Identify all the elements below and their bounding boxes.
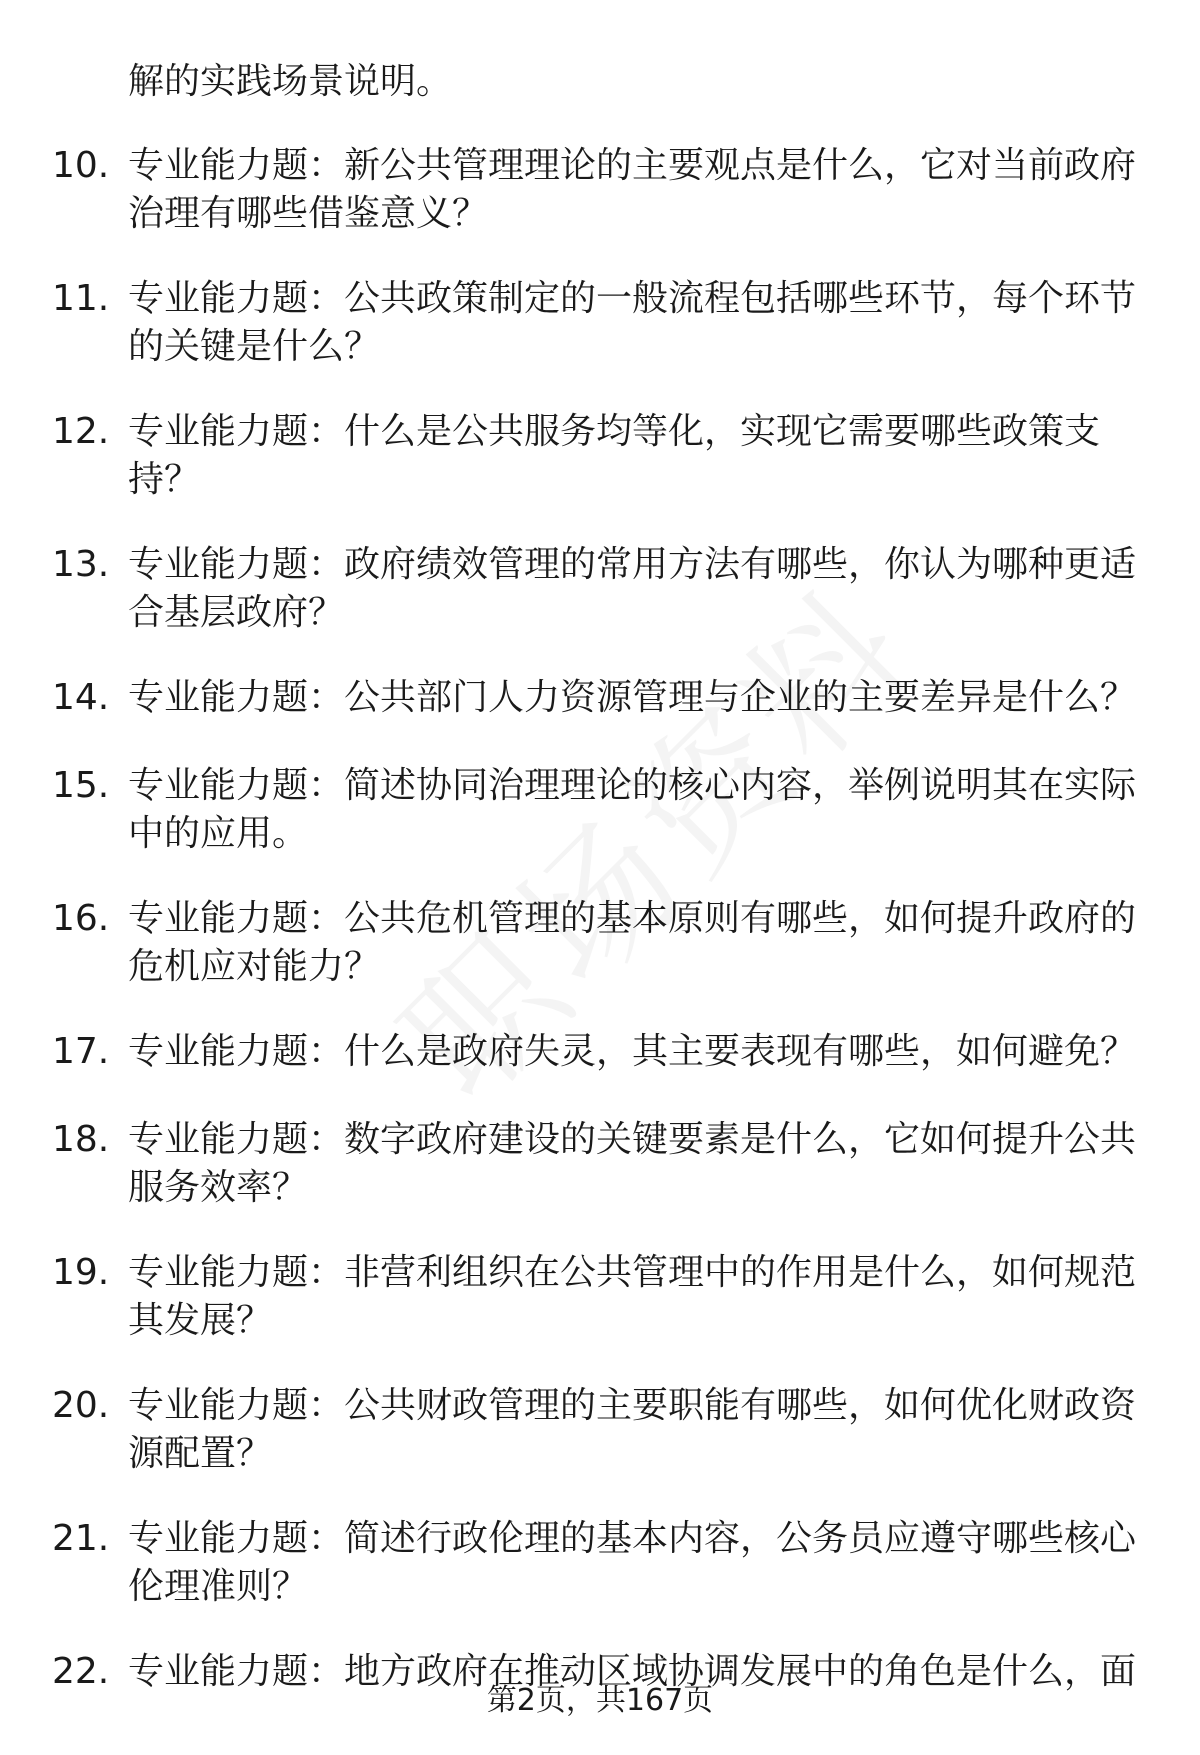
item-text: 专业能力题：公共部门人力资源管理与企业的主要差异是什么？ xyxy=(128,677,1137,718)
item-text: 专业能力题：政府绩效管理的常用方法有哪些，你认为哪种更适合基层政府？ xyxy=(128,544,1137,633)
list-item xyxy=(0,674,1200,762)
item-number: 18. xyxy=(52,1119,110,1160)
list-item xyxy=(0,1028,1200,1116)
item-text: 专业能力题：简述协同治理理论的核心内容，举例说明其在实际中的应用。 xyxy=(128,765,1137,854)
list-item xyxy=(0,275,1200,408)
list-item xyxy=(0,1515,1200,1648)
list-item xyxy=(0,1249,1200,1382)
item-text: 专业能力题：什么是政府失灵，其主要表现有哪些，如何避免？ xyxy=(128,1031,1137,1072)
item-number: 19. xyxy=(52,1252,110,1293)
list-item xyxy=(0,408,1200,541)
item-text: 专业能力题：数字政府建设的关键要素是什么，它如何提升公共服务效率？ xyxy=(128,1119,1137,1208)
list-item xyxy=(0,762,1200,895)
item-number: 11. xyxy=(52,278,110,319)
item-text: 专业能力题：公共政策制定的一般流程包括哪些环节，每个环节的关键是什么？ xyxy=(128,278,1137,367)
item-text: 专业能力题：新公共管理理论的主要观点是什么，它对当前政府治理有哪些借鉴意义？ xyxy=(128,145,1137,234)
item-text: 专业能力题：什么是公共服务均等化，实现它需要哪些政策支持？ xyxy=(128,411,1101,500)
list-item xyxy=(0,895,1200,1028)
item-text: 专业能力题：非营利组织在公共管理中的作用是什么，如何规范其发展？ xyxy=(128,1252,1137,1341)
item-number: 16. xyxy=(52,898,110,939)
item-text: 专业能力题：公共财政管理的主要职能有哪些，如何优化财政资源配置？ xyxy=(128,1385,1137,1474)
item-number: 22. xyxy=(52,1651,110,1692)
item-number: 13. xyxy=(52,544,110,585)
item-number: 12. xyxy=(52,411,110,452)
list-item xyxy=(0,1382,1200,1515)
list-item xyxy=(0,541,1200,674)
item-text: 专业能力题：简述行政伦理的基本内容，公务员应遵守哪些核心伦理准则？ xyxy=(128,1518,1137,1607)
item-text: 专业能力题：公共危机管理的基本原则有哪些，如何提升政府的危机应对能力？ xyxy=(128,898,1137,987)
item-number: 10. xyxy=(52,145,110,186)
list-item xyxy=(0,142,1200,275)
item-text: 专业能力题：地方政府在推动区域协调发展中的角色是什么，面 xyxy=(128,1651,1137,1692)
list-item xyxy=(0,1116,1200,1249)
item-number: 17. xyxy=(52,1031,110,1072)
continuation-text: 解的实践场景说明。 xyxy=(128,61,453,102)
item-number: 15. xyxy=(52,765,110,806)
item-number: 20. xyxy=(52,1385,110,1426)
item-number: 21. xyxy=(52,1518,110,1559)
question-list xyxy=(0,142,1200,1736)
page-footer: 第2页，共167页 xyxy=(486,1683,714,1718)
item-number: 14. xyxy=(52,677,110,718)
